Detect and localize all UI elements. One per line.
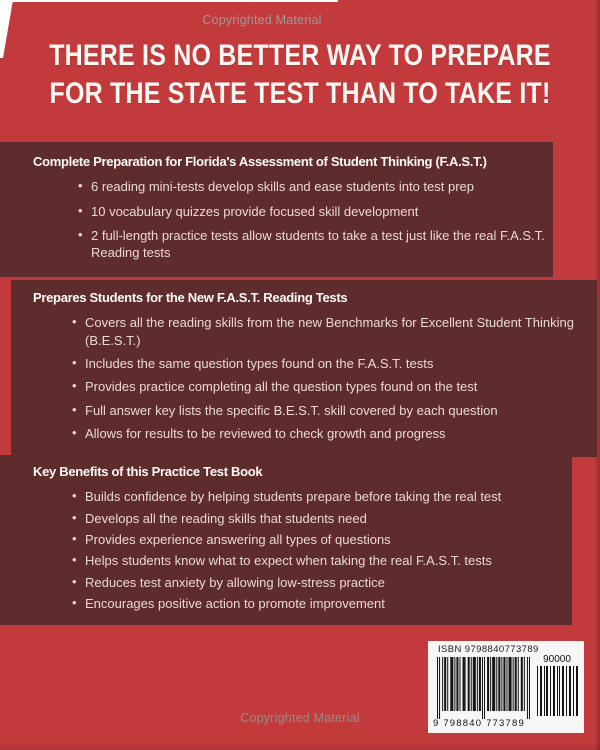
list-item <box>78 203 545 220</box>
section-heading: Prepares Students for the New F.A.S.T. Reading Tests <box>33 290 348 305</box>
section-heading: Key Benefits of this Practice Test Book <box>33 464 263 479</box>
photo-edge-top <box>0 0 338 2</box>
list-item <box>78 178 545 195</box>
bullet-icon: • <box>72 488 77 504</box>
copyright-notice-bottom: Copyrighted Material <box>240 711 360 725</box>
list-item-text: Reduces test anxiety by allowing low-stress practice <box>85 574 385 590</box>
section-key-benefits <box>0 455 572 625</box>
list-item-text: Includes the same question types found on the F.A.S.T. tests <box>85 356 434 372</box>
bullet-icon: • <box>72 509 77 525</box>
barcode-price-code: 90000 <box>543 654 571 665</box>
list-item <box>72 425 583 442</box>
headline-line-1: THERE IS NO BETTER WAY TO PREPARE <box>49 39 551 73</box>
bullet-icon: • <box>78 202 83 218</box>
bullet-icon: • <box>72 314 77 330</box>
isbn-label: ISBN 9798840773789 <box>438 644 539 655</box>
bullet-icon: • <box>72 401 77 417</box>
list-item <box>72 510 562 527</box>
list-item-text: Full answer key lists the specific B.E.S.T. skill covered by each question <box>85 402 498 418</box>
list-item <box>72 488 562 505</box>
bullet-icon: • <box>72 552 77 568</box>
list-item-text: Encourages positive action to promote improvement <box>85 596 385 612</box>
bullet-icon: • <box>72 531 77 547</box>
list-item-text: 6 reading mini-tests develop skills and ease students into test prep <box>91 179 474 195</box>
list-item <box>72 531 562 548</box>
bullet-icon: • <box>72 573 77 589</box>
section-heading: Complete Preparation for Florida's Assessment of Student Thinking (F.A.S.T.) <box>33 154 487 169</box>
list-item <box>78 227 545 262</box>
list-item <box>72 574 562 591</box>
bullet-list <box>78 178 545 262</box>
list-item-text: Helps students know what to expect when taking the real F.A.S.T. tests <box>85 553 492 569</box>
cover-edge-shadow-right <box>594 0 600 750</box>
list-item <box>72 402 583 419</box>
bullet-icon: • <box>78 178 83 194</box>
list-item-text: Provides experience answering all types of questions <box>85 532 391 548</box>
bullet-icon: • <box>72 378 77 394</box>
bullet-icon: • <box>72 425 77 441</box>
list-item-text: Covers all the reading skills from the new Benchmarks for Excellent Student Thinking (B.E.S.T.) <box>85 315 574 348</box>
ean-barcode-icon <box>437 657 531 719</box>
bullet-icon: • <box>72 355 77 371</box>
list-item-text: Develops all the reading skills that students need <box>85 510 367 526</box>
list-item <box>72 595 562 612</box>
bullet-list <box>72 488 562 612</box>
list-item <box>72 314 583 349</box>
list-item <box>72 378 583 395</box>
list-item <box>72 552 562 569</box>
cover-edge-shadow-bottom <box>0 743 600 750</box>
bullet-list <box>72 314 583 442</box>
list-item-text: 2 full-length practice tests allow students to take a test just like the real F.A.S.T. Reading tests <box>91 228 545 261</box>
list-item-text: 10 vocabulary quizzes provide focused skill development <box>91 203 419 219</box>
cover-headline <box>0 38 600 112</box>
bullet-icon: • <box>72 595 77 611</box>
list-item-text: Provides practice completing all the question types found on the test <box>85 379 478 395</box>
section-prepares-students <box>11 280 597 457</box>
list-item-text: Allows for results to be reviewed to check growth and progress <box>85 426 446 442</box>
barcode-digits: 9 798840 773789 <box>433 718 525 729</box>
headline-line-2: FOR THE STATE TEST THAN TO TAKE IT! <box>49 76 551 110</box>
supplement-barcode-icon <box>537 666 579 716</box>
bullet-icon: • <box>78 227 83 243</box>
list-item <box>72 355 583 372</box>
list-item-text: Builds confidence by helping students prepare before taking the real test <box>85 489 502 505</box>
section-complete-preparation <box>0 142 553 277</box>
copyright-notice-top: Copyrighted Material <box>202 13 322 27</box>
